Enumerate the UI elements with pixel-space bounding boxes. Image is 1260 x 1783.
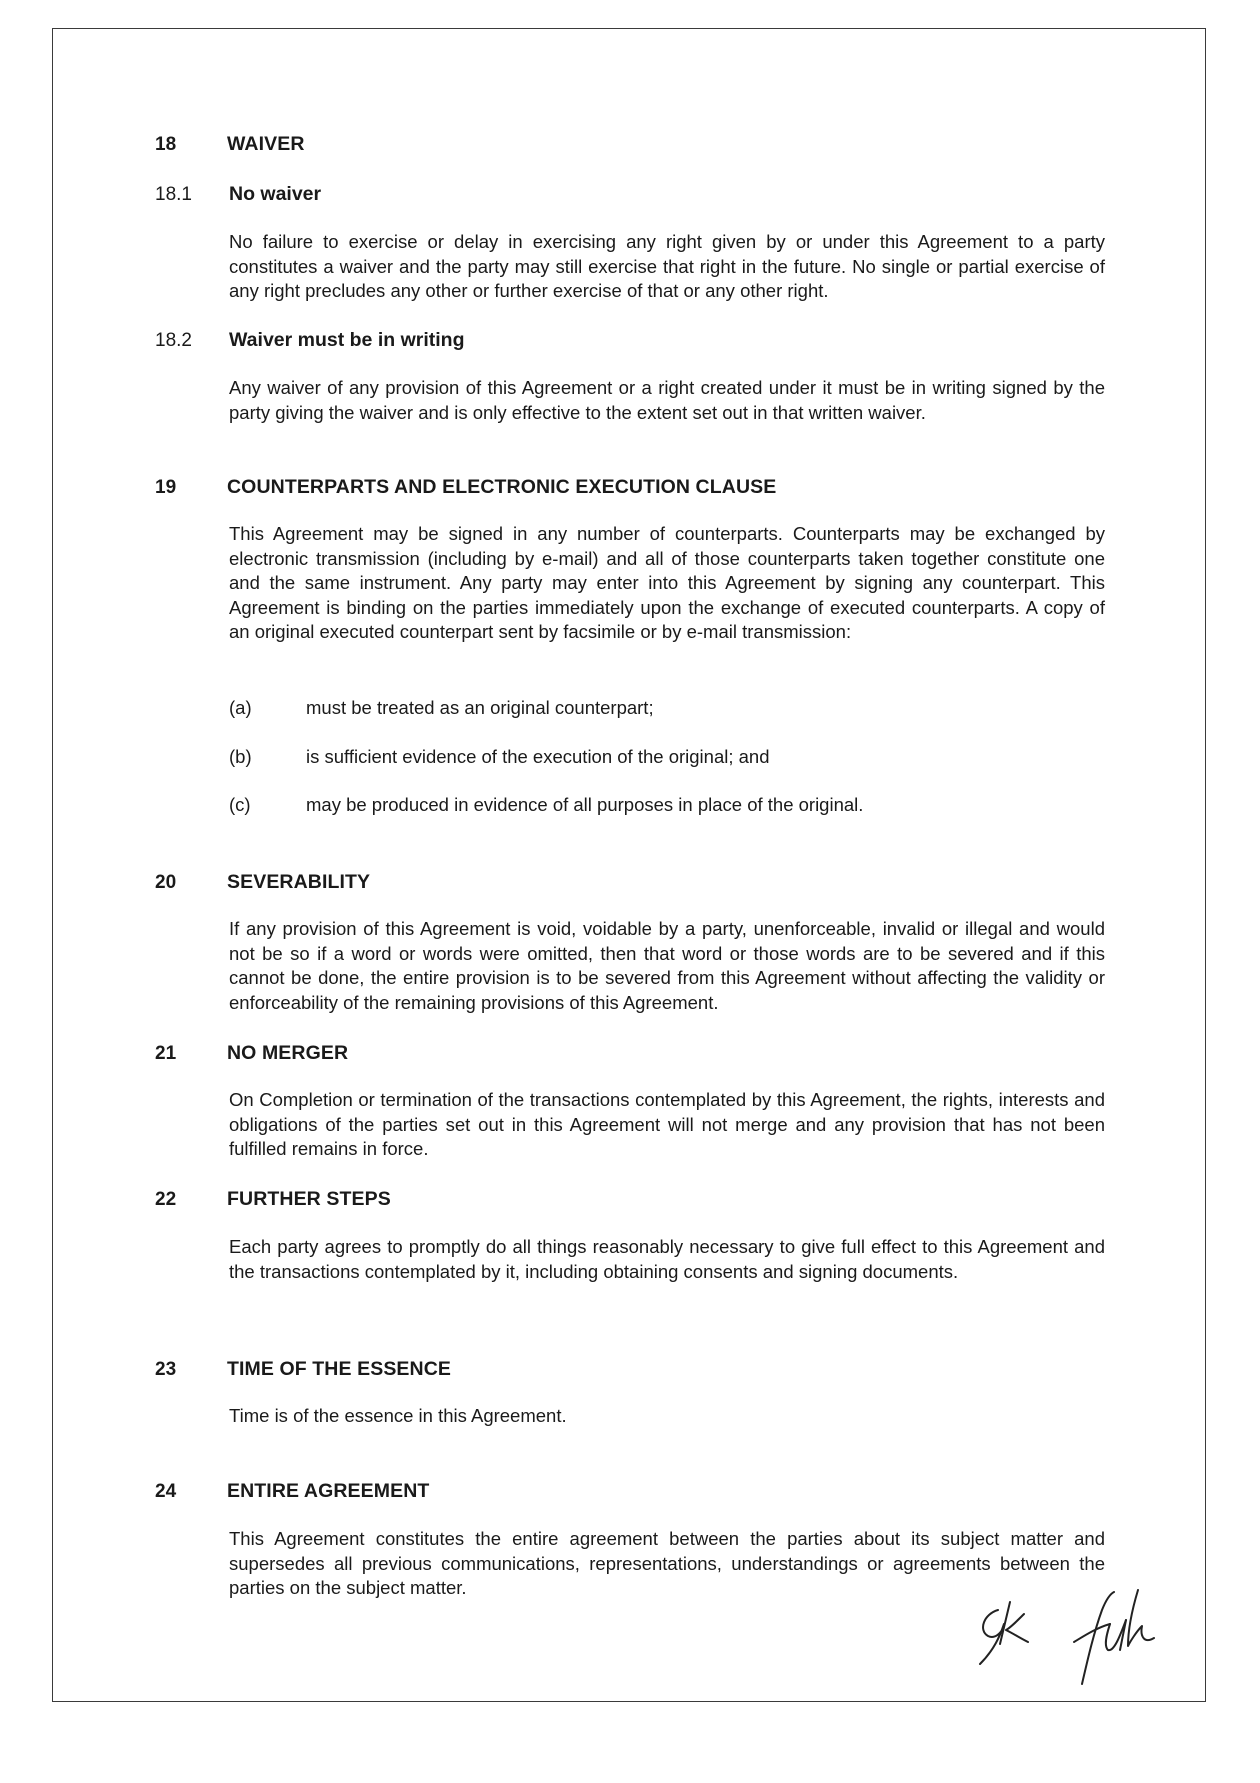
subsection-number: 18.1 xyxy=(155,184,192,205)
subsection-number: 18.2 xyxy=(155,330,192,351)
section-number: 23 xyxy=(155,1359,177,1380)
paragraph: On Completion or termination of the transactions contemplated by this Agreement, the rights, interests and obligations of the parties set out in this Agreement will not merge and any provision that has not been fulfilled remains in force. xyxy=(229,1089,1105,1159)
list-item-label: (a) xyxy=(229,697,252,718)
handwritten-initials-1 xyxy=(980,1602,1028,1664)
paragraph: Time is of the essence in this Agreement. xyxy=(229,1405,567,1426)
paragraph: If any provision of this Agreement is void, voidable by a party, unenforceable, invalid or illegal and would not be so if a word or words were omitted, then that word or those words are to be severed and if this cannot be done, the entire provision is to be severed from this Agreement without affecting the validity or enforceability of the remaining provisions of this Agreement. xyxy=(229,918,1105,1013)
paragraph: This Agreement may be signed in any number of counterparts. Counterparts may be exchanged by electronic transmission (including by e-mail) and all of those counterparts taken together constitute one and the same instrument. Any party may enter into this Agreement by signing any counterpart. This Agreement is binding on the parties immediately upon the exchange of executed counterparts. A copy of an original executed counterpart sent by facsimile or by e-mail transmission: xyxy=(229,523,1105,642)
section-number: 20 xyxy=(155,872,177,893)
paragraph: This Agreement constitutes the entire agreement between the parties about its subject matter and supersedes all previous communications, representations, understandings or agreements between the parties on the subject matter. xyxy=(229,1528,1105,1598)
section-number: 22 xyxy=(155,1189,177,1210)
subsection-heading: No waiver xyxy=(229,183,322,205)
list-item-text: must be treated as an original counterpart; xyxy=(306,697,654,718)
section-heading: TIME OF THE ESSENCE xyxy=(227,1358,452,1380)
subsection-heading: Waiver must be in writing xyxy=(229,329,465,351)
paragraph: No failure to exercise or delay in exercising any right given by or under this Agreement to a party constitutes a waiver and the party may still exercise that right in the future. No single or partial exercise of any right precludes any other or further exercise of that or any other right. xyxy=(229,231,1105,301)
handwritten-initials-2 xyxy=(1074,1590,1154,1684)
list-item-text: may be produced in evidence of all purposes in place of the original. xyxy=(306,794,864,815)
section-heading: SEVERABILITY xyxy=(227,871,371,893)
section-heading: COUNTERPARTS AND ELECTRONIC EXECUTION CLAUSE xyxy=(227,476,777,498)
section-number: 21 xyxy=(155,1043,177,1064)
section-number: 19 xyxy=(155,477,177,498)
section-number: 24 xyxy=(155,1481,177,1502)
paragraph: Any waiver of any provision of this Agreement or a right created under it must be in writing signed by the party giving the waiver and is only effective to the extent set out in that written waiver. xyxy=(229,377,1105,423)
list-item-text: is sufficient evidence of the execution of the original; and xyxy=(306,746,770,767)
section-heading: FURTHER STEPS xyxy=(227,1188,391,1210)
signature-initials xyxy=(970,1580,1170,1690)
section-number: 18 xyxy=(155,134,177,155)
section-heading: WAIVER xyxy=(227,133,305,155)
paragraph: Each party agrees to promptly do all things reasonably necessary to give full effect to this Agreement and the transactions contemplated by it, including obtaining consents and signing documents. xyxy=(229,1236,1105,1282)
section-heading: NO MERGER xyxy=(227,1042,349,1064)
list-item-label: (b) xyxy=(229,746,252,767)
section-heading: ENTIRE AGREEMENT xyxy=(227,1480,430,1502)
list-item-label: (c) xyxy=(229,794,251,815)
